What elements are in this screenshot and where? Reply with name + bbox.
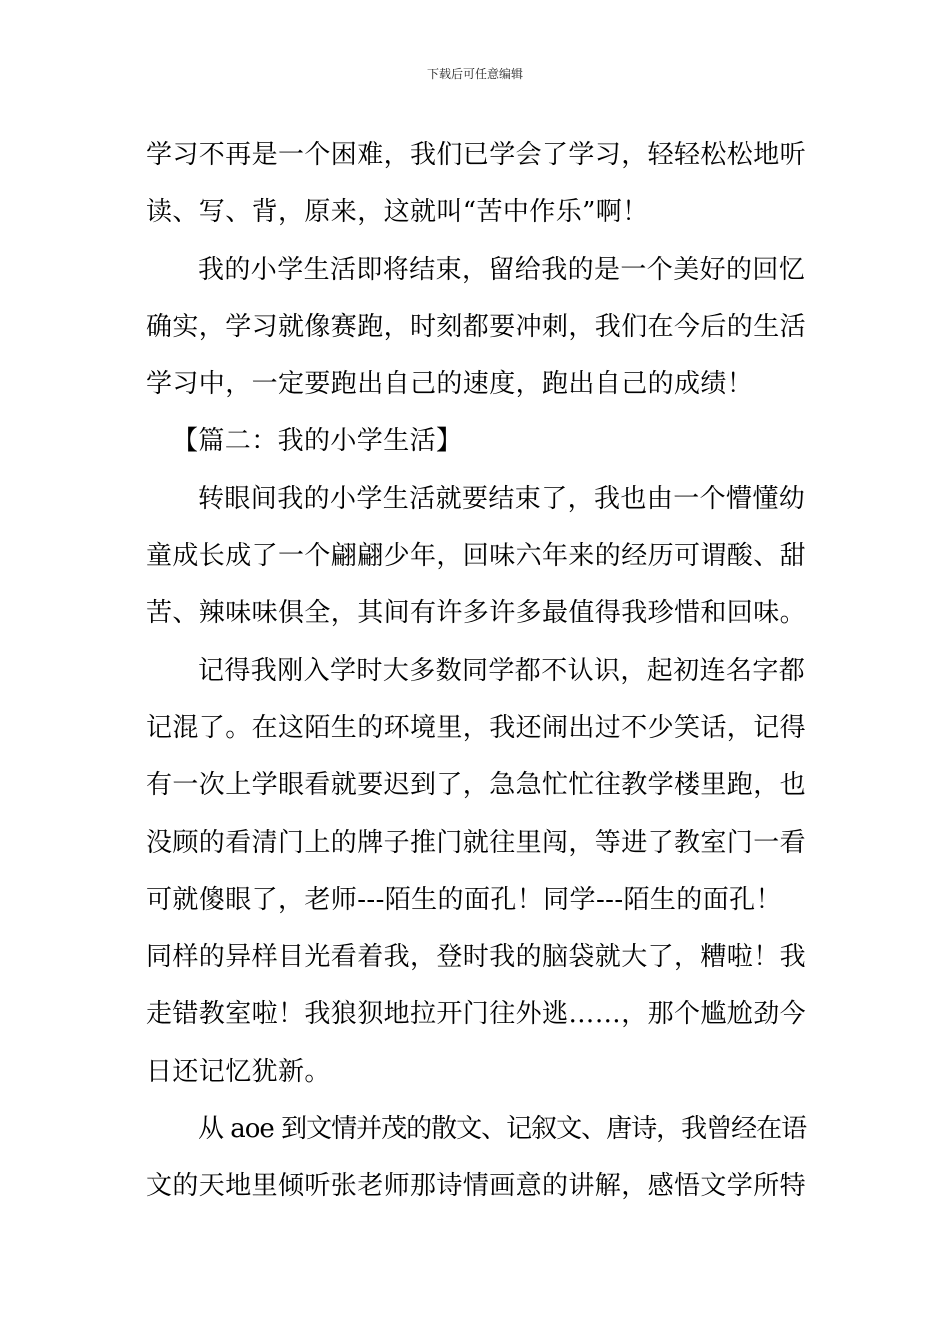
text-line: 读、写、背，原来，这就叫“苦中作乐”啊！ — [146, 197, 649, 228]
paragraph-start-line: 从 aoe 到文情并茂的散文、记叙文、唐诗，我曾经在语 — [198, 1114, 807, 1145]
paragraph-start-line: 转眼间我的小学生活就要结束了，我也由一个懵懂幼 — [198, 483, 806, 514]
page-header: 下载后可任意编辑 — [426, 67, 523, 81]
text-line: 日还记忆犹新。 — [146, 1056, 331, 1087]
text-line: 有一次上学眼看就要迟到了，急急忙忙往教学楼里跑，也 — [146, 770, 807, 801]
document-body — [146, 127, 806, 1216]
text-line: 同样的异样目光看着我，登时我的脑袋就大了，糟啦！我 — [146, 942, 807, 973]
paragraph-start-line: 记得我刚入学时大多数同学都不认识，起初连名字都 — [198, 655, 806, 686]
text-line: 童成长成了一个翩翩少年，回味六年来的经历可谓酸、甜 — [146, 541, 807, 572]
section-heading: 【篇二：我的小学生活】 — [172, 426, 463, 457]
text-line: 记混了。在这陌生的环境里，我还闹出过不少笑话，记得 — [146, 712, 807, 743]
text-line: 学习不再是一个困难，我们已学会了学习，轻轻松松地听 — [146, 140, 807, 170]
text-line: 可就傻眼了，老师---陌生的面孔！同学---陌生的面孔！ — [146, 884, 782, 915]
text-line: 走错教室啦！我狼狈地拉开门往外逃……，那个尴尬劲今 — [146, 999, 807, 1030]
text-line: 没顾的看清门上的牌子推门就往里闯，等进了教室门一看 — [146, 827, 807, 858]
text-line: 文的天地里倾听张老师那诗情画意的讲解，感悟文学所特 — [146, 1171, 807, 1202]
paragraph-start-line: 我的小学生活即将结束，留给我的是一个美好的回忆 — [198, 254, 806, 285]
text-line: 苦、辣味味俱全，其间有许多许多最值得我珍惜和回味。 — [146, 598, 807, 629]
text-line: 学习中，一定要跑出自己的速度，跑出自己的成绩！ — [146, 369, 754, 400]
text-line: 确实，学习就像赛跑，时刻都要冲刺，我们在今后的生活 — [146, 311, 807, 342]
